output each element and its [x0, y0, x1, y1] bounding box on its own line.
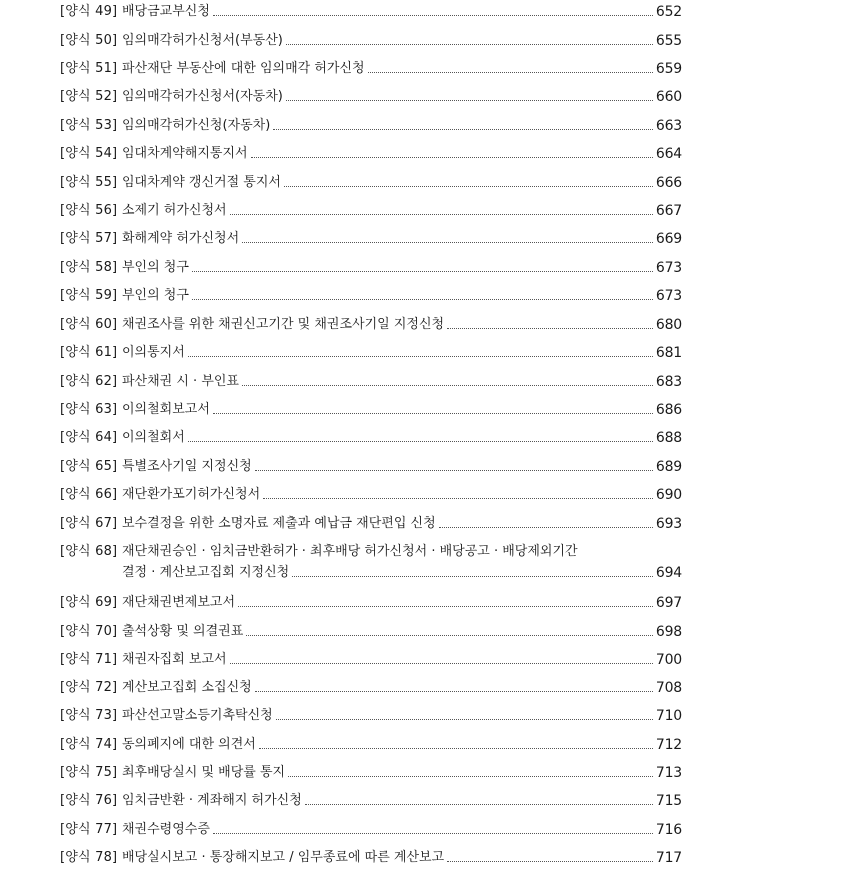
- form-number: [양식 74]: [60, 737, 118, 752]
- toc-entry[interactable]: [60, 487, 682, 503]
- form-number: [양식 53]: [60, 118, 118, 133]
- form-number: [양식 67]: [60, 516, 118, 531]
- form-number: [양식 76]: [60, 793, 118, 808]
- entry-title: 계산보고집회 소집신청: [122, 680, 252, 695]
- entry-title: 이의통지서: [122, 345, 185, 360]
- toc-entry[interactable]: [60, 231, 682, 247]
- dot-leader: [439, 526, 653, 528]
- entry-title: 파산재단 부동산에 대한 임의매각 허가신청: [122, 61, 365, 76]
- dot-leader: [273, 128, 653, 130]
- entry-title: 이의철회보고서: [122, 402, 210, 417]
- dot-leader: [255, 690, 653, 692]
- dot-leader: [188, 440, 653, 442]
- entry-title: 재단채권변제보고서: [122, 595, 236, 610]
- form-number: [양식 61]: [60, 345, 118, 360]
- form-number: [양식 54]: [60, 146, 118, 161]
- dot-leader: [286, 99, 653, 101]
- entry-title: 재단환가포기허가신청서: [122, 487, 261, 502]
- form-number: [양식 65]: [60, 459, 118, 474]
- dot-leader: [192, 298, 653, 300]
- page-number: 708: [655, 680, 682, 696]
- entry-title: 소제기 허가신청서: [122, 203, 227, 218]
- toc-entry[interactable]: [60, 175, 682, 191]
- dot-leader: [188, 355, 653, 357]
- page-number: 673: [655, 260, 682, 276]
- form-number: [양식 59]: [60, 288, 118, 303]
- entry-title: 동의폐지에 대한 의견서: [122, 737, 256, 752]
- page-number: 697: [655, 595, 682, 611]
- entry-title: 임의매각허가신청(자동차): [122, 118, 271, 133]
- page-number: 681: [655, 345, 682, 361]
- dot-leader: [368, 71, 653, 73]
- dot-leader: [259, 747, 653, 749]
- toc-entry[interactable]: [60, 652, 682, 668]
- toc-entry[interactable]: [60, 260, 682, 276]
- dot-leader: [255, 469, 653, 471]
- toc-entry[interactable]: [60, 402, 682, 418]
- form-number: [양식 71]: [60, 652, 118, 667]
- form-number: [양식 70]: [60, 624, 118, 639]
- entry-title: 특별조사기일 지정신청: [122, 459, 252, 474]
- toc-entry[interactable]: [60, 708, 682, 724]
- toc-entry[interactable]: [60, 624, 682, 640]
- entry-title: 임대차계약해지통지서: [122, 146, 248, 161]
- toc-entry[interactable]: [60, 595, 682, 611]
- form-number: [양식 69]: [60, 595, 118, 610]
- dot-leader: [192, 270, 653, 272]
- dot-leader: [286, 43, 653, 45]
- toc-entry[interactable]: [60, 203, 682, 219]
- form-number: [양식 66]: [60, 487, 118, 502]
- page-number: 700: [655, 652, 682, 668]
- toc-entry[interactable]: [60, 33, 682, 49]
- toc-entry[interactable]: [60, 430, 682, 446]
- toc-entry[interactable]: [60, 765, 682, 781]
- form-number: [양식 57]: [60, 231, 118, 246]
- toc-entry[interactable]: [60, 544, 682, 581]
- page-number: 663: [655, 118, 682, 134]
- entry-title: 이의철회서: [122, 430, 185, 445]
- page-number: 717: [655, 850, 682, 866]
- form-number: [양식 56]: [60, 203, 118, 218]
- entry-title: 파산선고말소등기촉탁신청: [122, 708, 273, 723]
- dot-leader: [238, 605, 653, 607]
- entry-title: 배당실시보고 · 통장해지보고 / 임무종료에 따른 계산보고: [122, 850, 445, 865]
- dot-leader: [230, 662, 653, 664]
- page-number: 716: [655, 822, 682, 838]
- entry-title: 임대차계약 갱신거절 통지서: [122, 175, 281, 190]
- page-number: 659: [655, 61, 682, 77]
- entry-title: 부인의 청구: [122, 288, 189, 303]
- page-number: 688: [655, 430, 682, 446]
- toc-entry[interactable]: [60, 459, 682, 475]
- page-number: 698: [655, 624, 682, 640]
- dot-leader: [447, 860, 653, 862]
- dot-leader: [263, 497, 653, 499]
- entry-title: 채권수령영수증: [122, 822, 210, 837]
- form-number: [양식 62]: [60, 374, 118, 389]
- entry-title: 채권자집회 보고서: [122, 652, 227, 667]
- entry-title: 화해계약 허가신청서: [122, 231, 240, 246]
- dot-leader: [230, 213, 653, 215]
- form-number: [양식 63]: [60, 402, 118, 417]
- toc-entry[interactable]: [60, 737, 682, 753]
- form-number: [양식 58]: [60, 260, 118, 275]
- dot-leader: [246, 634, 653, 636]
- toc-entry[interactable]: [60, 288, 682, 304]
- form-number: [양식 52]: [60, 89, 118, 104]
- entry-title: 파산채권 시 · 부인표: [122, 374, 239, 389]
- page-number: 715: [655, 793, 682, 809]
- entry-title: 최후배당실시 및 배당률 통지: [122, 765, 286, 780]
- entry-title-continued: 결정 · 계산보고집회 지정신청: [122, 565, 290, 580]
- dot-leader: [213, 832, 653, 834]
- page-number: 693: [655, 516, 682, 532]
- toc-entry[interactable]: [60, 793, 682, 809]
- dot-leader: [242, 384, 653, 386]
- entry-title: 채권조사를 위한 채권신고기간 및 채권조사기일 지정신청: [122, 317, 445, 332]
- page-number: 713: [655, 765, 682, 781]
- page-number: 664: [655, 146, 682, 162]
- toc-entry[interactable]: [60, 146, 682, 162]
- toc-entry[interactable]: [60, 374, 682, 390]
- dot-leader: [284, 185, 653, 187]
- page-number: 669: [655, 231, 682, 247]
- form-number: [양식 68]: [60, 544, 118, 559]
- dot-leader: [213, 412, 653, 414]
- toc-entry[interactable]: [60, 850, 682, 866]
- form-number: [양식 51]: [60, 61, 118, 76]
- form-number: [양식 77]: [60, 822, 118, 837]
- page-number: 694: [655, 565, 682, 581]
- toc-entry[interactable]: [60, 317, 682, 333]
- toc-entry[interactable]: [60, 4, 682, 20]
- dot-leader: [447, 327, 653, 329]
- form-number: [양식 72]: [60, 680, 118, 695]
- page-number: 686: [655, 402, 682, 418]
- form-number: [양식 64]: [60, 430, 118, 445]
- form-number: [양식 75]: [60, 765, 118, 780]
- page-number: 683: [655, 374, 682, 390]
- dot-leader: [305, 803, 653, 805]
- page-number: 655: [655, 33, 682, 49]
- dot-leader: [251, 156, 653, 158]
- page-number: 667: [655, 203, 682, 219]
- form-number: [양식 60]: [60, 317, 118, 332]
- dot-leader: [288, 775, 653, 777]
- entry-title: 임치금반환 · 계좌해지 허가신청: [122, 793, 302, 808]
- page-number: 666: [655, 175, 682, 191]
- page-number: 652: [655, 4, 682, 20]
- toc-entry[interactable]: [60, 89, 682, 105]
- page-number: 680: [655, 317, 682, 333]
- dot-leader: [276, 718, 653, 720]
- page-number: 710: [655, 708, 682, 724]
- toc-entry[interactable]: [60, 118, 682, 134]
- entry-title: 보수결정을 위한 소명자료 제출과 예납금 재단편입 신청: [122, 516, 436, 531]
- toc-entry[interactable]: [60, 822, 682, 838]
- dot-leader: [292, 575, 653, 577]
- page-number: 712: [655, 737, 682, 753]
- page-number: 689: [655, 459, 682, 475]
- entry-title: 재단채권승인 · 임치금반환허가 · 최후배당 허가신청서 · 배당공고 · 배당제외기간: [122, 544, 578, 559]
- page-number: 690: [655, 487, 682, 503]
- page-number: 673: [655, 288, 682, 304]
- form-number: [양식 49]: [60, 4, 118, 19]
- toc-entry[interactable]: [60, 345, 682, 361]
- form-number: [양식 55]: [60, 175, 118, 190]
- entry-title: 배당금교부신청: [122, 4, 210, 19]
- toc-entry[interactable]: [60, 680, 682, 696]
- form-number: [양식 73]: [60, 708, 118, 723]
- page-number: 660: [655, 89, 682, 105]
- entry-title: 부인의 청구: [122, 260, 189, 275]
- form-number: [양식 50]: [60, 33, 118, 48]
- dot-leader: [213, 14, 653, 16]
- entry-title: 출석상황 및 의결권표: [122, 624, 244, 639]
- dot-leader: [242, 241, 653, 243]
- toc-entry[interactable]: [60, 61, 682, 77]
- entry-title: 임의매각허가신청서(자동차): [122, 89, 283, 104]
- toc-entry[interactable]: [60, 516, 682, 532]
- entry-title: 임의매각허가신청서(부동산): [122, 33, 283, 48]
- form-number: [양식 78]: [60, 850, 118, 865]
